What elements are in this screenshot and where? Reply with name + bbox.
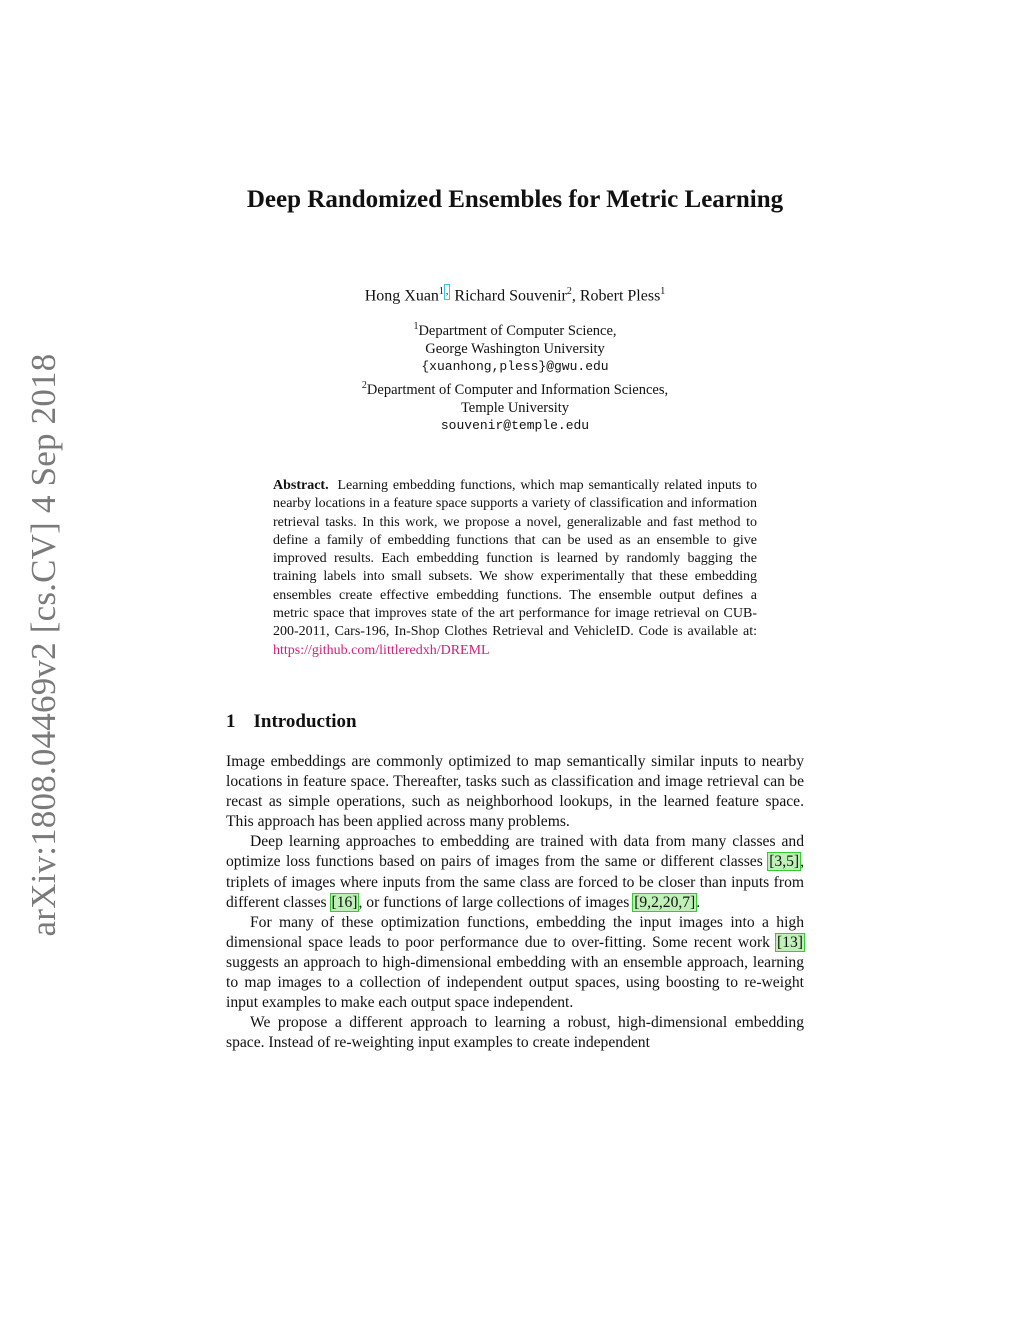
author-name: Robert Pless bbox=[579, 287, 661, 305]
affiliation-superscript: 2 bbox=[566, 286, 572, 297]
citation-link[interactable]: [16] bbox=[331, 893, 358, 911]
paragraph: Deep learning approaches to embedding are trained with data from many classes and optimize loss functions based on pairs of images from the same or different classes [3,5], triplets of images where inputs from the same class are forced to be closer than inputs from different classes [16], or functions of large collections of images [9,2,20,7]. bbox=[226, 833, 804, 911]
affiliation-superscript: 1 bbox=[660, 286, 666, 297]
section-number: 1 bbox=[226, 711, 236, 732]
abstract-text: Learning embedding functions, which map semantically related inputs to nearby locations in a feature space supports a variety of classification and information retrieval tasks. In this work, we propose a novel, generalizable and fast method to define a family of embedding functions that can be used as an ensemble to give improved results. Each embedding function is learned by randomly bagging the training labels into small subsets. We show experimentally that these embedding ensembles create effective embedding functions. The ensemble output defines a metric space that improves state of the art performance for image retrieval on CUB-200-2011, Cars-196, In-Shop Clothes Retrieval and VehicleID. Code is available at: bbox=[273, 478, 757, 640]
author-name: Richard Souvenir bbox=[454, 287, 567, 305]
affiliation-university: Temple University bbox=[460, 399, 570, 416]
code-link[interactable]: https://github.com/littleredxh/DREML bbox=[273, 642, 490, 658]
introduction-body bbox=[226, 752, 804, 1053]
affiliation-department: $^1$Department of Computer Science, bbox=[413, 321, 617, 339]
author-name: Hong Xuan bbox=[364, 287, 439, 305]
affiliation-university: George Washington University bbox=[425, 341, 605, 358]
author-list: Hong Xuan$^1$ , Richard Souvenir$^2$, Robert Pless$^1$ bbox=[364, 286, 666, 305]
citation-link[interactable]: [3,5] bbox=[769, 853, 800, 871]
section-heading bbox=[226, 711, 357, 733]
affiliation-email: {xuanhong,pless}@gwu.edu bbox=[421, 359, 609, 375]
section-title: Introduction bbox=[253, 711, 357, 732]
footnote-link[interactable]: , bbox=[444, 284, 451, 300]
paragraph: We propose a different approach to learning a robust, high-dimensional embedding space. Instead of re-weighting input examples to create independent bbox=[226, 1014, 804, 1052]
paragraph: For many of these optimization functions, embedding the input images into a high dimensional space leads to poor performance due to over-fitting. Some recent work [13] suggests an approach to high-dimensional embedding with an ensemble approach, learning to map images to a collection of independent output spaces, using boosting to re-weight input examples to make each output space independent. bbox=[226, 913, 804, 1012]
citation-link[interactable]: [9,2,20,7] bbox=[634, 893, 696, 911]
arxiv-identifier: arXiv:1808.04469v2 [cs.CV] 4 Sep 2018 bbox=[24, 353, 63, 937]
paragraph: Image embeddings are commonly optimized to map semantically similar inputs to nearby locations in feature space. Thereafter, tasks such as classification and image retrieval can be recast as simple operations, such as neighborhood lookups, in the learned feature space. This approach has been applied across many problems. bbox=[226, 753, 804, 831]
paper-title: Deep Randomized Ensembles for Metric Learning bbox=[246, 186, 784, 213]
affiliations-block bbox=[240, 318, 790, 435]
affiliation-superscript: 1 bbox=[413, 321, 419, 332]
citation-link[interactable]: [13] bbox=[777, 933, 803, 951]
affiliation-superscript: 1 bbox=[438, 286, 444, 297]
affiliation-superscript: 2 bbox=[361, 379, 367, 391]
affiliation-department: $^2$Department of Computer and Information Sciences, bbox=[361, 379, 669, 398]
affiliation-email: souvenir@temple.edu bbox=[440, 418, 590, 434]
abstract-block bbox=[273, 477, 757, 660]
abstract-label: Abstract. bbox=[273, 478, 329, 493]
